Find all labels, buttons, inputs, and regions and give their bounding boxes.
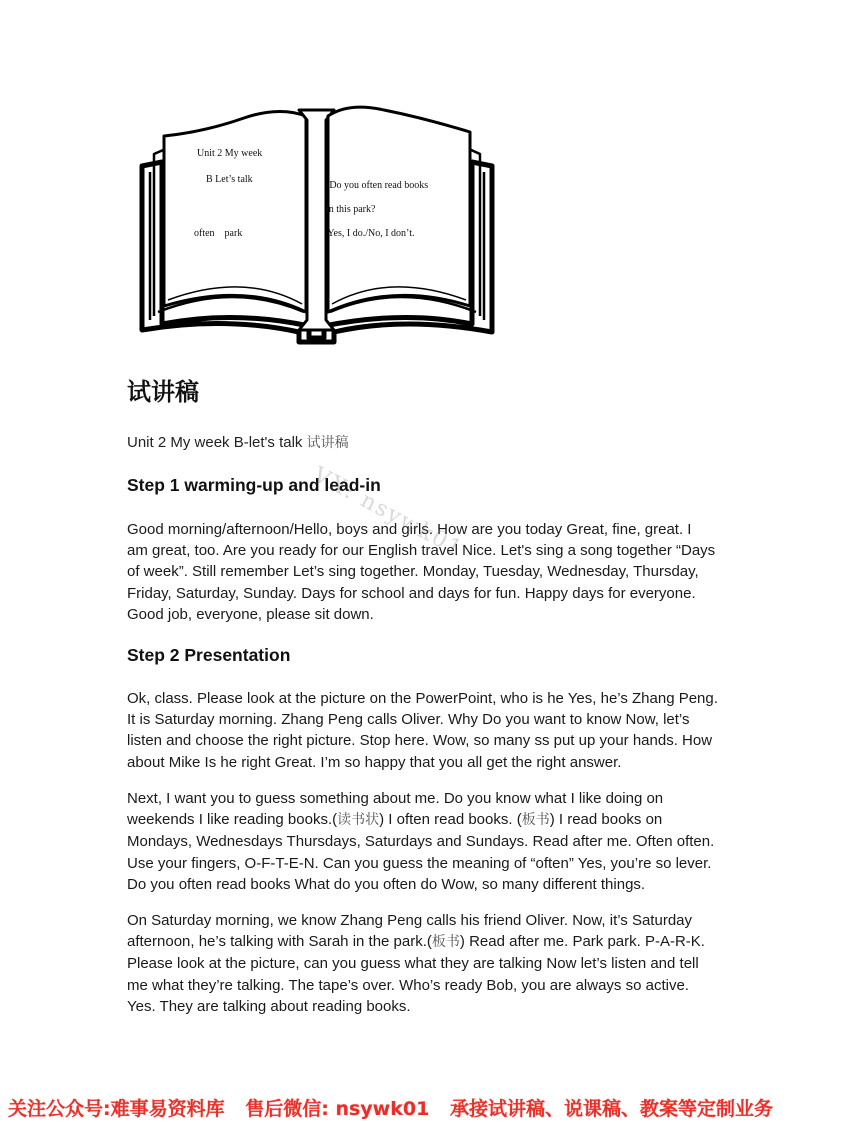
document-title: 试讲稿 xyxy=(127,378,199,406)
book-left-words: often park xyxy=(194,228,243,239)
text-line: Please look at the picture, can you guess what they are talking Now let’s listen and tell xyxy=(127,955,699,973)
paragraph-step-2-a xyxy=(127,688,747,773)
book-right-line-1: -Do you often read books xyxy=(326,180,429,191)
text-line: listen and choose the right picture. Stop here. Wow, so many ss put up your hands. How xyxy=(127,732,713,750)
book-left-line-1: Unit 2 My week xyxy=(197,148,263,159)
text-line: Yes. They are talking about reading books. xyxy=(127,997,411,1015)
text-line: Do you often read books What do you often do Wow, so many different things. xyxy=(127,875,646,893)
footer-wechat-id: 售后微信: nsywk01 xyxy=(245,1098,430,1120)
book-left-line-2: B Let’s talk xyxy=(206,174,253,185)
document-subtitle xyxy=(127,432,349,452)
open-book-illustration xyxy=(134,102,500,346)
footer-public-account: 关注公众号:难事易资料库 xyxy=(8,1098,225,1120)
subtitle-english: Unit 2 My week B-let's talk xyxy=(127,434,307,451)
book-right-line-3: -Yes, I do./No, I don’t. xyxy=(324,228,415,239)
footer-promo-banner xyxy=(0,1094,866,1122)
text-line: Next, I want you to guess something about me. Do you know what I like doing on xyxy=(127,790,664,807)
text-line: me what they’re talking. The tape’s over. Who’s ready Bob, you are always so active. xyxy=(127,976,689,994)
text-segment: afternoon, he’s talking with Sarah in the park.( xyxy=(127,933,432,951)
text-line: Friday, Saturday, Sunday. Days for school and days for fun. Happy days for everyone. xyxy=(127,584,696,602)
text-segment: ) Read after me. Park park. P-A-R-K. xyxy=(459,933,705,951)
text-line: of week”. Still remember Let’s sing together. Monday, Tuesday, Wednesday, Thursday, xyxy=(127,563,699,581)
text-line: Good morning/afternoon/Hello, boys and girls. How are you today Great, fine, great. I xyxy=(127,521,692,538)
text-segment: ) I read books on xyxy=(549,811,663,829)
text-line: Use your fingers, O-F-T-E-N. Can you guess the meaning of “often” Yes, you’re so lever. xyxy=(127,854,712,872)
paragraph-step-2-c xyxy=(127,910,747,1017)
section-heading-step-1: Step 1 warming-up and lead-in xyxy=(127,475,381,495)
text-segment: ) I often read books. ( xyxy=(379,811,522,829)
text-segment: weekends I like reading books.( xyxy=(127,811,338,829)
paragraph-step-1 xyxy=(127,519,747,625)
text-line xyxy=(127,809,747,831)
text-line: am great, too. Are you ready for our English travel Nice. Let's sing a song together “Days xyxy=(127,542,716,560)
section-heading-step-2: Step 2 Presentation xyxy=(127,645,291,665)
text-line: Mondays, Wednesdays Thursdays, Saturdays and Sundays. Read after me. Often often. xyxy=(127,833,715,851)
open-book-icon xyxy=(134,102,500,346)
text-line: On Saturday morning, we know Zhang Peng calls his friend Oliver. Now, it’s Saturday xyxy=(127,912,692,929)
paragraph-step-2-b xyxy=(127,788,747,895)
text-line xyxy=(127,931,747,953)
text-line: Good job, everyone, please sit down. xyxy=(127,605,374,623)
text-line: about Mike Is he right Great. I’m so happy that you all get the right answer. xyxy=(127,753,622,771)
chinese-annotation: 板书 xyxy=(431,934,460,951)
text-line: Ok, class. Please look at the picture on the PowerPoint, who is he Yes, he’s Zhang Peng. xyxy=(127,690,718,707)
footer-service-note: 承接试讲稿、说课稿、教案等定制业务 xyxy=(449,1098,773,1120)
chinese-annotation: 读书状 xyxy=(337,812,380,829)
book-right-line-2: in this park? xyxy=(326,204,376,215)
watermark: VX: nsywk01 xyxy=(308,462,468,563)
subtitle-chinese: 试讲稿 xyxy=(306,435,349,451)
text-line: It is Saturday morning. Zhang Peng calls Oliver. Why Do you want to know Now, let’s xyxy=(127,711,690,729)
chinese-annotation: 板书 xyxy=(521,812,550,829)
